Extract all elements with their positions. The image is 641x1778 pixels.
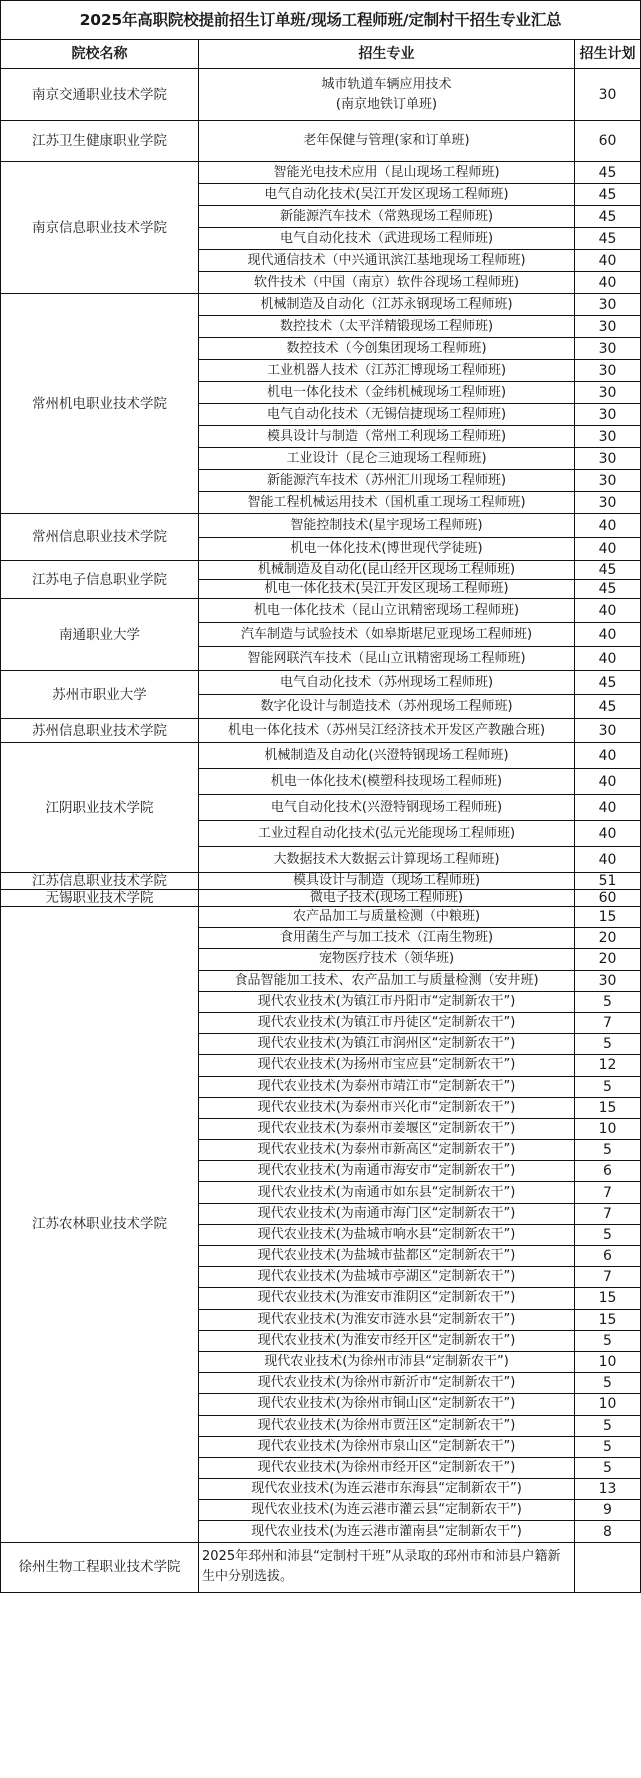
table-row <box>1 514 641 538</box>
plan-cell: 45 <box>575 162 641 184</box>
table-row <box>1 162 641 184</box>
major-cell: 现代农业技术(为泰州市兴化市“定制新农干”) <box>199 1097 575 1118</box>
plan-cell: 30 <box>575 338 641 360</box>
plan-cell: 30 <box>575 69 641 121</box>
major-cell: 数控技术（今创集团现场工程师班) <box>199 338 575 360</box>
major-cell: 机电一体化技术(吴江开发区现场工程师班) <box>199 580 575 599</box>
school-name: 南京交通职业技术学院 <box>1 69 199 121</box>
school-name: 苏州市职业大学 <box>1 671 199 719</box>
school-name: 苏州信息职业技术学院 <box>1 719 199 743</box>
school-name: 常州机电职业技术学院 <box>1 294 199 514</box>
major-cell: 模具设计与制造（常州工利现场工程师班) <box>199 426 575 448</box>
major-cell: 机械制造及自动化(兴澄特钢现场工程师班) <box>199 743 575 769</box>
plan-cell: 45 <box>575 580 641 599</box>
major-cell: 电气自动化技术（苏州现场工程师班) <box>199 671 575 695</box>
major-cell: 2025年邳州和沛县“定制村干班”从录取的邳州市和沛县户籍新生中分别选拔。 <box>199 1542 575 1592</box>
major-cell: 现代农业技术(为盐城市盐都区“定制新农干”) <box>199 1246 575 1267</box>
major-cell: 现代农业技术(为泰州市姜堰区“定制新农干”) <box>199 1118 575 1139</box>
table-row <box>1 599 641 623</box>
major-cell: 现代农业技术(为泰州市新高区“定制新农干”) <box>199 1140 575 1161</box>
plan-cell: 30 <box>575 360 641 382</box>
major-cell: 智能网联汽车技术（昆山立讯精密现场工程师班) <box>199 647 575 671</box>
major-cell: 机电一体化技术(博世现代学徒班) <box>199 538 575 561</box>
plan-cell: 40 <box>575 647 641 671</box>
major-cell: 电气自动化技术（无锡信捷现场工程师班) <box>199 404 575 426</box>
plan-cell: 15 <box>575 1288 641 1309</box>
plan-cell: 5 <box>575 1224 641 1245</box>
plan-cell: 40 <box>575 514 641 538</box>
plan-cell: 7 <box>575 1203 641 1224</box>
major-cell: 现代农业技术(为徐州市新沂市“定制新农干”) <box>199 1373 575 1394</box>
school-name: 无锡职业技术学院 <box>1 890 199 907</box>
plan-cell: 20 <box>575 949 641 970</box>
plan-cell: 40 <box>575 821 641 847</box>
plan-cell: 45 <box>575 184 641 206</box>
major-cell: 现代农业技术(为淮安市涟水县“定制新农干”) <box>199 1309 575 1330</box>
table-row <box>1 561 641 580</box>
major-cell: 机电一体化技术(模塑科技现场工程师班) <box>199 769 575 795</box>
major-cell: 电气自动化技术(兴澄特钢现场工程师班) <box>199 795 575 821</box>
major-cell: 模具设计与制造（现场工程师班) <box>199 873 575 890</box>
major-cell: 宠物医疗技术（领华班) <box>199 949 575 970</box>
plan-cell: 5 <box>575 991 641 1012</box>
plan-cell: 30 <box>575 382 641 404</box>
major-cell: 工业设计（昆仑三迪现场工程师班) <box>199 448 575 470</box>
major-cell: 老年保健与管理(家和订单班) <box>199 121 575 162</box>
plan-cell: 40 <box>575 623 641 647</box>
plan-cell: 15 <box>575 1097 641 1118</box>
plan-cell: 5 <box>575 1415 641 1436</box>
table-row <box>1 671 641 695</box>
plan-cell: 12 <box>575 1055 641 1076</box>
plan-cell: 5 <box>575 1436 641 1457</box>
major-cell: 现代农业技术(为镇江市润州区“定制新农干”) <box>199 1034 575 1055</box>
major-cell: 现代农业技术(为淮安市淮阴区“定制新农干”) <box>199 1288 575 1309</box>
plan-cell: 40 <box>575 250 641 272</box>
plan-cell: 45 <box>575 228 641 250</box>
table-row <box>1 743 641 769</box>
major-cell: 食品智能加工技术、农产品加工与质量检测（安井班) <box>199 970 575 991</box>
plan-cell: 5 <box>575 1140 641 1161</box>
major-cell: 现代农业技术(为徐州市泉山区“定制新农干”) <box>199 1436 575 1457</box>
plan-cell: 30 <box>575 492 641 514</box>
major-cell: 现代农业技术(为扬州市宝应县“定制新农干”) <box>199 1055 575 1076</box>
major-cell: 现代农业技术(为徐州市贾汪区“定制新农干”) <box>199 1415 575 1436</box>
school-name: 常州信息职业技术学院 <box>1 514 199 561</box>
major-cell: 新能源汽车技术（苏州汇川现场工程师班) <box>199 470 575 492</box>
table-row <box>1 294 641 316</box>
plan-cell: 30 <box>575 970 641 991</box>
major-cell: 现代农业技术(为南通市如东县“定制新农干”) <box>199 1182 575 1203</box>
major-cell: 现代农业技术(为镇江市丹徒区“定制新农干”) <box>199 1012 575 1033</box>
major-cell: 智能光电技术应用（昆山现场工程师班) <box>199 162 575 184</box>
table-row <box>1 69 641 121</box>
major-cell: 机电一体化技术（昆山立讯精密现场工程师班) <box>199 599 575 623</box>
major-cell: 汽车制造与试验技术（如皋斯堪尼亚现场工程师班) <box>199 623 575 647</box>
header-school: 院校名称 <box>1 40 199 69</box>
table-row <box>1 1542 641 1592</box>
plan-cell: 40 <box>575 769 641 795</box>
major-cell: 新能源汽车技术（常熟现场工程师班) <box>199 206 575 228</box>
major-cell: 机电一体化技术（苏州吴江经济技术开发区产教融合班) <box>199 719 575 743</box>
major-cell <box>199 69 575 121</box>
major-cell: 微电子技术(现场工程师班) <box>199 890 575 907</box>
major-cell: 现代农业技术(为镇江市丹阳市“定制新农干”) <box>199 991 575 1012</box>
major-cell: 现代农业技术(为淮安市经开区“定制新农干”) <box>199 1330 575 1351</box>
plan-cell: 7 <box>575 1267 641 1288</box>
plan-cell: 30 <box>575 426 641 448</box>
table-title: 2025年高职院校提前招生订单班/现场工程师班/定制村干招生专业汇总 <box>1 1 641 40</box>
major-cell: 机电一体化技术（金纬机械现场工程师班) <box>199 382 575 404</box>
major-cell: 农产品加工与质量检测（中粮班) <box>199 907 575 928</box>
plan-cell: 60 <box>575 121 641 162</box>
plan-cell: 30 <box>575 404 641 426</box>
plan-cell: 30 <box>575 294 641 316</box>
plan-cell: 10 <box>575 1118 641 1139</box>
major-cell: 现代通信技术（中兴通讯滨江基地现场工程师班) <box>199 250 575 272</box>
major-cell: 现代农业技术(为连云港市灌云县“定制新农干”) <box>199 1500 575 1521</box>
plan-cell: 5 <box>575 1373 641 1394</box>
plan-cell: 30 <box>575 470 641 492</box>
plan-cell: 45 <box>575 206 641 228</box>
plan-cell: 40 <box>575 538 641 561</box>
plan-cell: 5 <box>575 1330 641 1351</box>
plan-cell: 7 <box>575 1182 641 1203</box>
major-cell: 工业机器人技术（江苏汇博现场工程师班) <box>199 360 575 382</box>
major-cell: 现代农业技术(为盐城市亭湖区“定制新农干”) <box>199 1267 575 1288</box>
plan-cell: 5 <box>575 1076 641 1097</box>
plan-cell: 6 <box>575 1246 641 1267</box>
major-cell: 食用菌生产与加工技术（江南生物班) <box>199 928 575 949</box>
plan-cell: 60 <box>575 890 641 907</box>
major-line: (南京地铁订单班) <box>335 96 438 112</box>
table-row <box>1 873 641 890</box>
major-cell: 软件技术（中国（南京）软件谷现场工程师班) <box>199 272 575 294</box>
plan-cell: 51 <box>575 873 641 890</box>
major-cell: 现代农业技术(为徐州市经开区“定制新农干”) <box>199 1457 575 1478</box>
plan-cell: 15 <box>575 1309 641 1330</box>
major-cell: 现代农业技术(为徐州市沛县“定制新农干”) <box>199 1351 575 1372</box>
plan-cell: 5 <box>575 1034 641 1055</box>
major-cell: 机械制造及自动化（江苏永钢现场工程师班) <box>199 294 575 316</box>
major-cell: 数字化设计与制造技术（苏州现场工程师班) <box>199 695 575 719</box>
plan-cell: 40 <box>575 743 641 769</box>
plan-cell: 45 <box>575 671 641 695</box>
school-name: 江苏卫生健康职业学院 <box>1 121 199 162</box>
title-row <box>1 1 641 40</box>
plan-cell: 10 <box>575 1351 641 1372</box>
table-row <box>1 907 641 928</box>
school-name: 江阴职业技术学院 <box>1 743 199 873</box>
plan-cell: 13 <box>575 1479 641 1500</box>
major-cell: 现代农业技术(为连云港市东海县“定制新农干”) <box>199 1479 575 1500</box>
major-cell: 智能控制技术(星宇现场工程师班) <box>199 514 575 538</box>
school-name: 江苏农林职业技术学院 <box>1 907 199 1543</box>
major-cell: 电气自动化技术（武进现场工程师班) <box>199 228 575 250</box>
school-name: 江苏信息职业技术学院 <box>1 873 199 890</box>
table-row <box>1 719 641 743</box>
school-name: 南通职业大学 <box>1 599 199 671</box>
table-row <box>1 121 641 162</box>
major-cell: 大数据技术大数据云计算现场工程师班) <box>199 847 575 873</box>
major-line: 城市轨道车辆应用技术 <box>321 76 452 92</box>
major-cell: 现代农业技术(为泰州市靖江市“定制新农干”) <box>199 1076 575 1097</box>
major-cell: 现代农业技术(为南通市海安市“定制新农干”) <box>199 1161 575 1182</box>
plan-cell: 30 <box>575 719 641 743</box>
major-cell: 电气自动化技术(吴江开发区现场工程师班) <box>199 184 575 206</box>
major-cell: 现代农业技术(为盐城市响水县“定制新农干”) <box>199 1224 575 1245</box>
major-cell: 数控技术（太平洋精锻现场工程师班) <box>199 316 575 338</box>
plan-cell: 40 <box>575 599 641 623</box>
major-cell: 智能工程机械运用技术（国机重工现场工程师班) <box>199 492 575 514</box>
plan-cell: 45 <box>575 695 641 719</box>
plan-cell: 40 <box>575 795 641 821</box>
major-cell: 现代农业技术(为徐州市铜山区“定制新农干”) <box>199 1394 575 1415</box>
plan-cell: 30 <box>575 316 641 338</box>
plan-cell: 7 <box>575 1012 641 1033</box>
table-row <box>1 890 641 907</box>
plan-cell: 20 <box>575 928 641 949</box>
plan-cell: 30 <box>575 448 641 470</box>
header-plan: 招生计划 <box>575 40 641 69</box>
plan-cell: 40 <box>575 847 641 873</box>
plan-cell: 40 <box>575 272 641 294</box>
major-cell: 现代农业技术(为南通市海门区“定制新农干”) <box>199 1203 575 1224</box>
plan-cell: 6 <box>575 1161 641 1182</box>
major-cell: 机械制造及自动化(昆山经开区现场工程师班) <box>199 561 575 580</box>
header-major: 招生专业 <box>199 40 575 69</box>
plan-cell <box>575 1542 641 1592</box>
plan-cell: 9 <box>575 1500 641 1521</box>
school-name: 江苏电子信息职业学院 <box>1 561 199 599</box>
plan-cell: 15 <box>575 907 641 928</box>
plan-cell: 8 <box>575 1521 641 1542</box>
major-cell: 现代农业技术(为连云港市灌南县“定制新农干”) <box>199 1521 575 1542</box>
header-row <box>1 40 641 69</box>
plan-cell: 45 <box>575 561 641 580</box>
major-cell: 工业过程自动化技术(弘元光能现场工程师班) <box>199 821 575 847</box>
plan-cell: 5 <box>575 1457 641 1478</box>
school-name: 徐州生物工程职业技术学院 <box>1 1542 199 1592</box>
plan-cell: 10 <box>575 1394 641 1415</box>
school-name: 南京信息职业技术学院 <box>1 162 199 294</box>
